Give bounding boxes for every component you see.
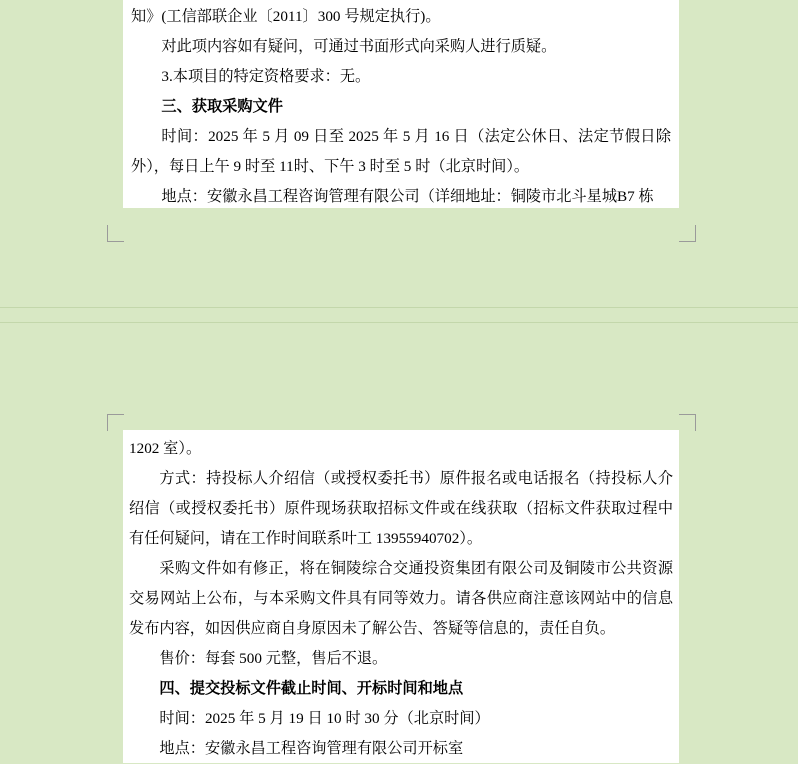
crop-mark-bottom-right-page-1 [679, 225, 696, 242]
crop-mark-top-left-page-2 [107, 414, 124, 431]
page-gap-line-top [0, 307, 798, 308]
para-obtain-place: 地点：安徽永昌工程咨询管理有限公司（详细地址：铜陵市北斗星城B7 栋 [161, 188, 654, 205]
para-method: 方式：持投标人介绍信（或授权委托书）原件报名或电话报名（持投标人介绍信（或授权委托书）原件现场获取招标文件或在线获取（招标文件获取过程中有任何疑问，请在工作时间联系叶工 13955940702）。 [129, 470, 673, 547]
para-specific-qualification: 3.本项目的特定资格要求：无。 [161, 68, 371, 85]
page-gap-line-bottom [0, 322, 798, 323]
heading-obtain-documents: 三、获取采购文件 [161, 98, 283, 115]
para-notice-ref: 知》(工信部联企业〔2011〕300 号规定执行)。 [131, 8, 441, 25]
crop-mark-top-right-page-2 [679, 414, 696, 431]
document-page-2 [123, 430, 679, 763]
page-gap-band [0, 307, 798, 323]
para-room-number: 1202 室）。 [129, 440, 202, 457]
page-1-text-block [123, 2, 679, 212]
page-2-text-block [123, 434, 679, 764]
document-page-1 [123, 0, 679, 208]
para-price: 售价：每套 500 元整，售后不退。 [159, 650, 388, 667]
para-question: 对此项内容如有疑问，可通过书面形式向采购人进行质疑。 [161, 38, 557, 55]
para-obtain-time: 时间：2025 年 5 月 09 日至 2025 年 5 月 16 日（法定公休日、法定节假日除外），每日上午 9 时至 11时、下午 3 时至 5 时（北京时间）。 [131, 128, 671, 175]
heading-bid-deadline: 四、提交投标文件截止时间、开标时间和地点 [159, 680, 464, 697]
para-bid-place: 地点：安徽永昌工程咨询管理有限公司开标室 [159, 740, 464, 757]
crop-mark-bottom-left-page-1 [107, 225, 124, 242]
para-amendment: 采购文件如有修正，将在铜陵综合交通投资集团有限公司及铜陵市公共资源交易网站上公布，与本采购文件具有同等效力。请各供应商注意该网站中的信息发布内容，如因供应商自身原因未了解公告、答疑等信息的，责任自负。 [129, 560, 673, 637]
para-bid-time: 时间：2025 年 5 月 19 日 10 时 30 分（北京时间） [159, 710, 490, 727]
